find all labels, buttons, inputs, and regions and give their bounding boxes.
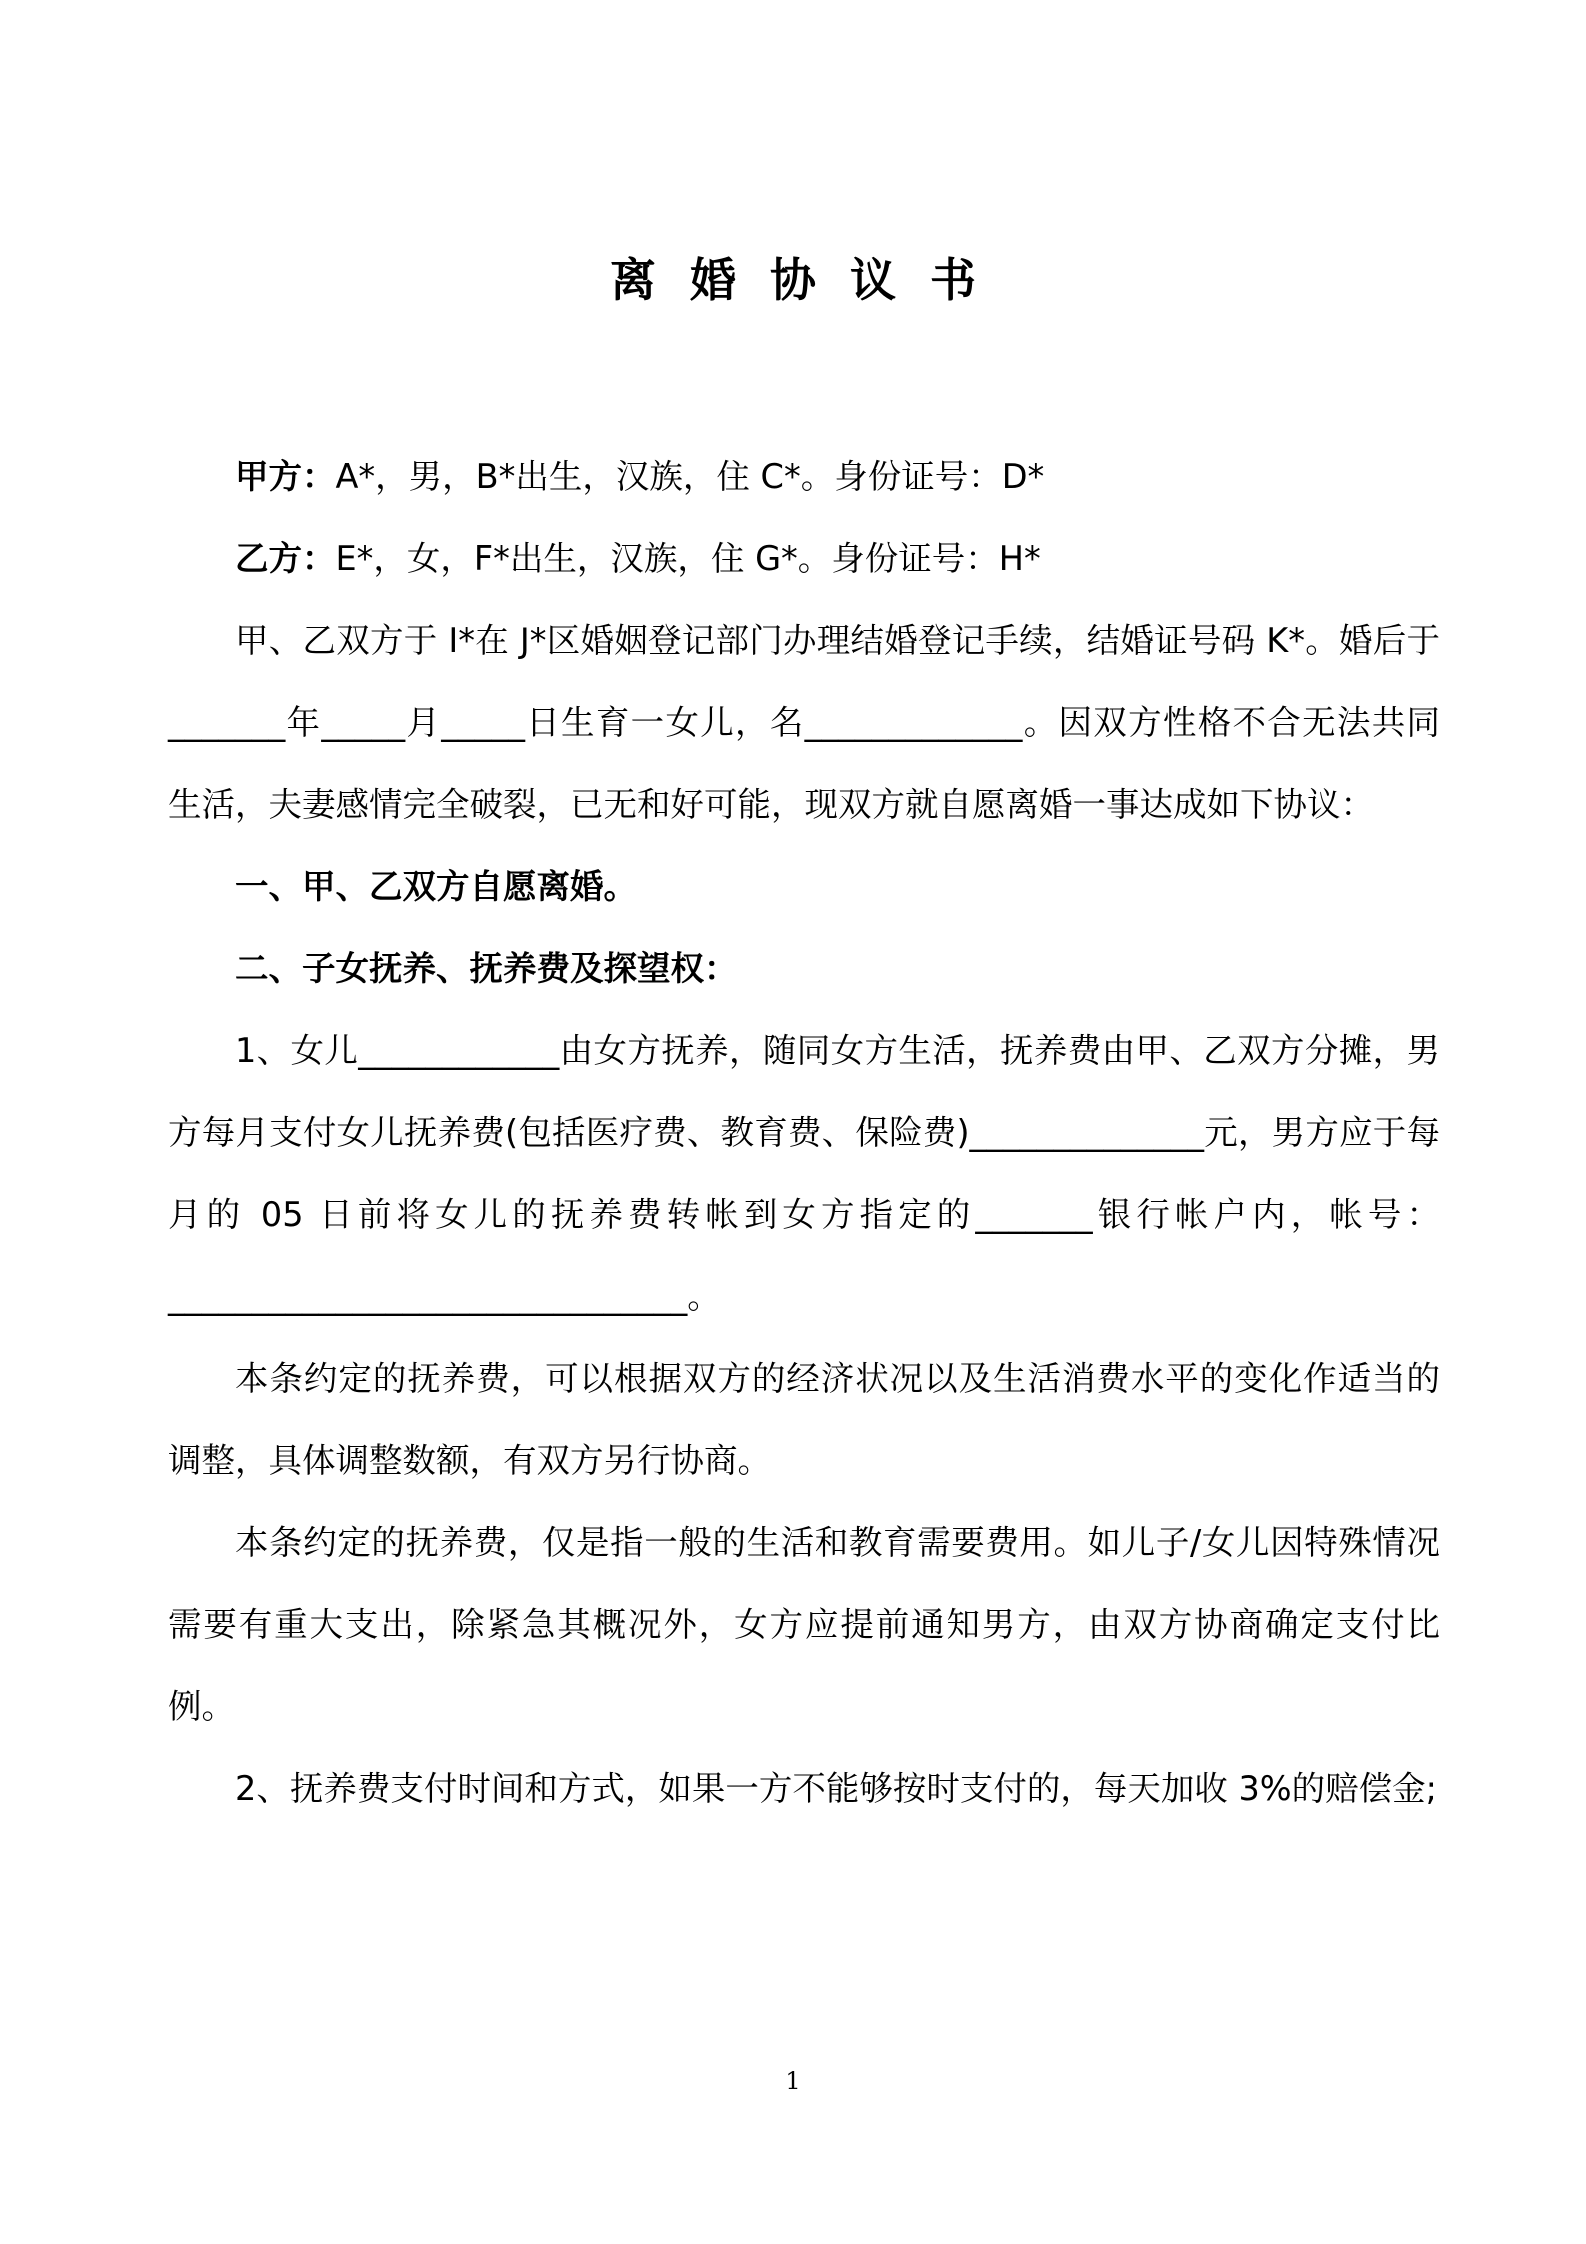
document-body <box>168 436 1440 1830</box>
party-b-paragraph: 乙方：E*，女，F*出生，汉族，住 G*。身份证号：H* <box>235 539 1041 578</box>
marriage-background-paragraph: 甲、乙双方于 I*在 J*区婚姻登记部门办理结婚登记手续，结婚证号码 K*。婚后于_______年_____月_____日生育一女儿，名_____________。因双方性格不合无法共同生活，夫妻感情完全破裂，已无和好可能，现双方就自愿离婚一事达成如下协议： <box>168 621 1440 824</box>
support-adjustment-paragraph: 本条约定的抚养费，可以根据双方的经济状况以及生活消费水平的变化作适当的调整，具体调整数额，有双方另行协商。 <box>168 1359 1440 1480</box>
support-scope-paragraph: 本条约定的抚养费，仅是指一般的生活和教育需要费用。如儿子/女儿因特殊情况需要有重大支出，除紧急其概况外，女方应提前通知男方，由双方协商确定支付比例。 <box>168 1523 1440 1726</box>
document-title: 离婚协议书 <box>610 253 1010 307</box>
party-label: 乙方： <box>235 539 336 578</box>
child-custody-paragraph: 1、女儿____________由女方抚养，随同女方生活，抚养费由甲、乙双方分摊，男方每月支付女儿抚养费(包括医疗费、教育费、保险费)______________元，男方应于每月的 05 日前将女儿的抚养费转帐到女方指定的_______银行帐户内，帐号：_______________________________。 <box>168 1031 1440 1316</box>
party-a-paragraph: 甲方：A*，男，B*出生，汉族，住 C*。身份证号：D* <box>235 457 1045 496</box>
payment-terms-paragraph: 2、抚养费支付时间和方式，如果一方不能够按时支付的，每天加收 3%的赔偿金; <box>235 1769 1437 1808</box>
clause-two-heading: 二、子女抚养、抚养费及探望权： <box>235 949 738 988</box>
page-number: 1 <box>785 2067 801 2095</box>
party-label: 甲方： <box>235 457 336 496</box>
clause-one-heading: 一、甲、乙双方自愿离婚。 <box>235 867 637 906</box>
